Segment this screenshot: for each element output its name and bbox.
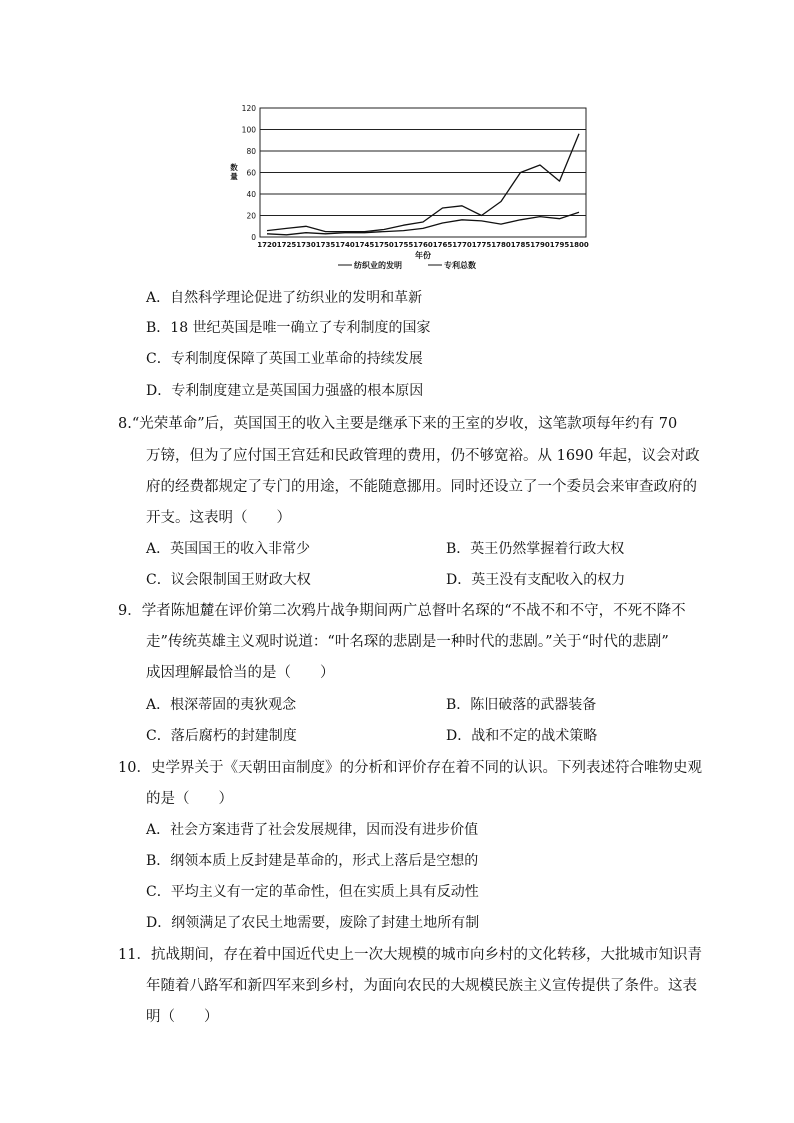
x-tick-label: 1760	[413, 241, 433, 249]
x-tick-label: 1770	[452, 241, 472, 249]
y-tick-label: 0	[251, 233, 256, 242]
q10-option-c: C．平均主义有一定的革命性，但在实质上具有反动性	[146, 884, 479, 900]
q10-option-d: D．纲领满足了农民土地需要，废除了封建土地所有制	[146, 915, 480, 931]
x-tick-label: 1795	[549, 241, 570, 249]
q9-option-b: B．陈旧破落的武器装备	[446, 697, 597, 713]
x-axis-label: 年份	[415, 251, 431, 260]
q11-stem-line-2: 年随着八路军和新四军来到乡村，为面向农民的大规模民族主义宣传提供了条件。这表	[146, 978, 697, 994]
q9-option-c: C．落后腐朽的封建制度	[146, 728, 297, 744]
legend-label: 纺织业的发明	[354, 261, 402, 270]
y-tick-label: 20	[246, 211, 256, 221]
q8-stem-line-4: 开支。这表明（ ）	[146, 510, 291, 526]
q8-option-b: B．英王仍然掌握着行政大权	[446, 541, 625, 557]
q9-option-a: A．根深蒂固的夷狄观念	[146, 697, 297, 713]
q10-stem-line-2: 的是（ ）	[146, 791, 233, 807]
patent-chart	[222, 98, 602, 278]
q9-stem-line-1: 9．学者陈旭麓在评价第二次鸦片战争期间两广总督叶名琛的“不战不和不守，不死不降不	[118, 603, 686, 619]
q9-option-d: D．战和不定的战术策略	[446, 728, 598, 744]
x-tick-label: 1765	[432, 241, 453, 249]
x-tick-label: 1755	[393, 241, 414, 249]
x-tick-label: 1790	[530, 241, 550, 249]
x-tick-label: 1775	[471, 241, 492, 249]
y-axis-label-char: 数	[230, 163, 238, 172]
y-tick-label: 60	[246, 168, 256, 178]
x-tick-label: 1730	[296, 241, 316, 249]
x-tick-label: 1785	[510, 241, 531, 249]
y-tick-label: 120	[241, 104, 256, 113]
x-tick-label: 1740	[335, 241, 355, 249]
q8-option-a: A．英国国王的收入非常少	[146, 541, 311, 557]
y-tick-label: 40	[246, 190, 256, 199]
q8-option-d: D．英王没有支配收入的权力	[446, 572, 626, 588]
q8-option-c: C．议会限制国王财政大权	[146, 572, 311, 588]
q9-stem-line-2: 走”传统英雄主义观时说道：“叶名琛的悲剧是一种时代的悲剧。”关于“时代的悲剧”	[146, 634, 669, 650]
q10-option-b: B．纲领本质上反封建是革命的，形式上落后是空想的	[146, 853, 479, 869]
q8-stem-line-3: 府的经费都规定了专门的用途，不能随意挪用。同时还设立了一个委员会来审查政府的	[146, 479, 697, 495]
q7-option-a: A．自然科学理论促进了纺织业的发明和革新	[146, 290, 423, 306]
x-tick-label: 1725	[276, 241, 297, 249]
q10-option-a: A．社会方案违背了社会发展规律，因而没有进步价值	[146, 822, 479, 838]
x-tick-label: 1720	[257, 241, 277, 249]
x-tick-label: 1780	[491, 241, 511, 249]
q7-option-d: D．专利制度建立是英国国力强盛的根本原因	[146, 383, 424, 399]
q8-stem-line-2: 万镑，但为了应付国王宫廷和民政管理的费用，仍不够宽裕。从 1690 年起，议会对政	[146, 448, 700, 464]
chart-svg	[222, 98, 602, 278]
x-tick-label: 1750	[374, 241, 394, 249]
q11-stem-line-1: 11．抗战期间，存在着中国近代史上一次大规模的城市向乡村的文化转移，大批城市知识青	[118, 947, 702, 963]
y-axis-label-char: 量	[230, 172, 238, 181]
q11-stem-line-3: 明（ ）	[146, 1009, 219, 1025]
q9-stem-line-3: 成因理解最恰当的是（ ）	[146, 665, 335, 681]
y-tick-label: 100	[241, 125, 256, 135]
x-tick-label: 1800	[569, 241, 589, 249]
q8-stem-line-1: 8.“光荣革命”后，英国国王的收入主要是继承下来的王室的岁收，这笔款项每年约有 70	[118, 416, 678, 432]
series-line-2	[267, 134, 579, 232]
q7-option-b: B．18 世纪英国是唯一确立了专利制度的国家	[146, 320, 431, 336]
q10-stem-line-1: 10．史学界关于《天朝田亩制度》的分析和评价存在着不同的认识。下列表述符合唯物史观	[118, 760, 702, 776]
x-tick-label: 1745	[354, 241, 375, 249]
q7-option-c: C．专利制度保障了英国工业革命的持续发展	[146, 351, 423, 367]
legend-label: 专利总数	[444, 261, 476, 270]
y-tick-label: 80	[246, 147, 256, 156]
x-tick-label: 1735	[315, 241, 336, 249]
